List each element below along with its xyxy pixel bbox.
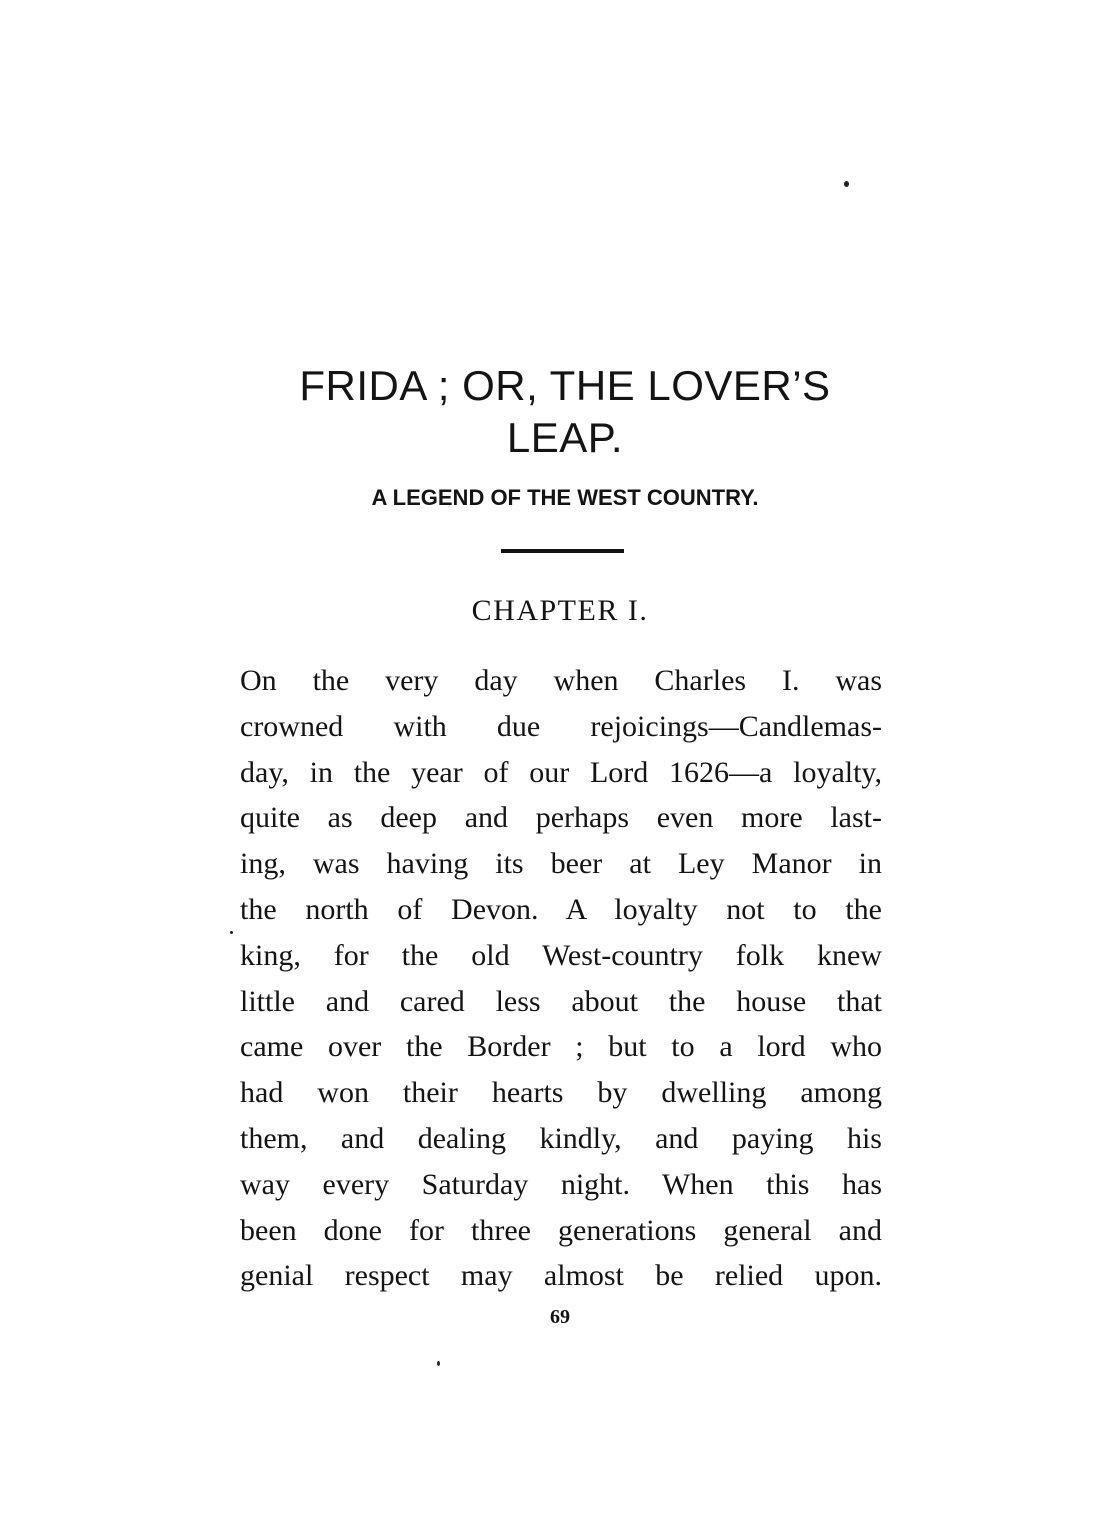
body-line: On the very day when Charles I. was [240,664,882,697]
story-title-line-2: LEAP. [506,414,624,461]
body-line: quite as deep and perhaps even more last- [240,801,882,835]
page-number: 69 [550,1306,570,1328]
body-line: king, for the old West-country folk knew [240,938,882,972]
body-line: genial respect may almost be relied upon. [240,1259,882,1293]
body-line: been done for three generations general and [240,1213,882,1247]
body-line: ing, was having its beer at Ley Manor in [240,847,882,881]
body-line: crowned with due rejoicings—Candlemas- [240,709,882,743]
print-speck [437,1361,440,1366]
body-line: the north of Devon. A loyalty not to the [240,892,882,926]
chapter-body [240,658,882,1299]
body-line: them, and dealing kindly, and paying his [240,1121,882,1155]
divider-rule [501,549,624,553]
story-title-line-1: FRIDA ; OR, THE LOVER’S [299,362,831,409]
story-subtitle: A LEGEND OF THE WEST COUNTRY. [371,485,759,510]
body-line: way every Saturday night. When this has [240,1167,882,1201]
body-line: day, in the year of our Lord 1626—a loyalty, [240,755,882,789]
chapter-heading: CHAPTER I. [471,594,649,627]
print-speck [844,181,849,187]
body-line: came over the Border ; but to a lord who [240,1030,882,1064]
body-line: had won their hearts by dwelling among [240,1076,882,1110]
body-line: little and cared less about the house that [240,984,882,1018]
print-speck [230,931,233,934]
